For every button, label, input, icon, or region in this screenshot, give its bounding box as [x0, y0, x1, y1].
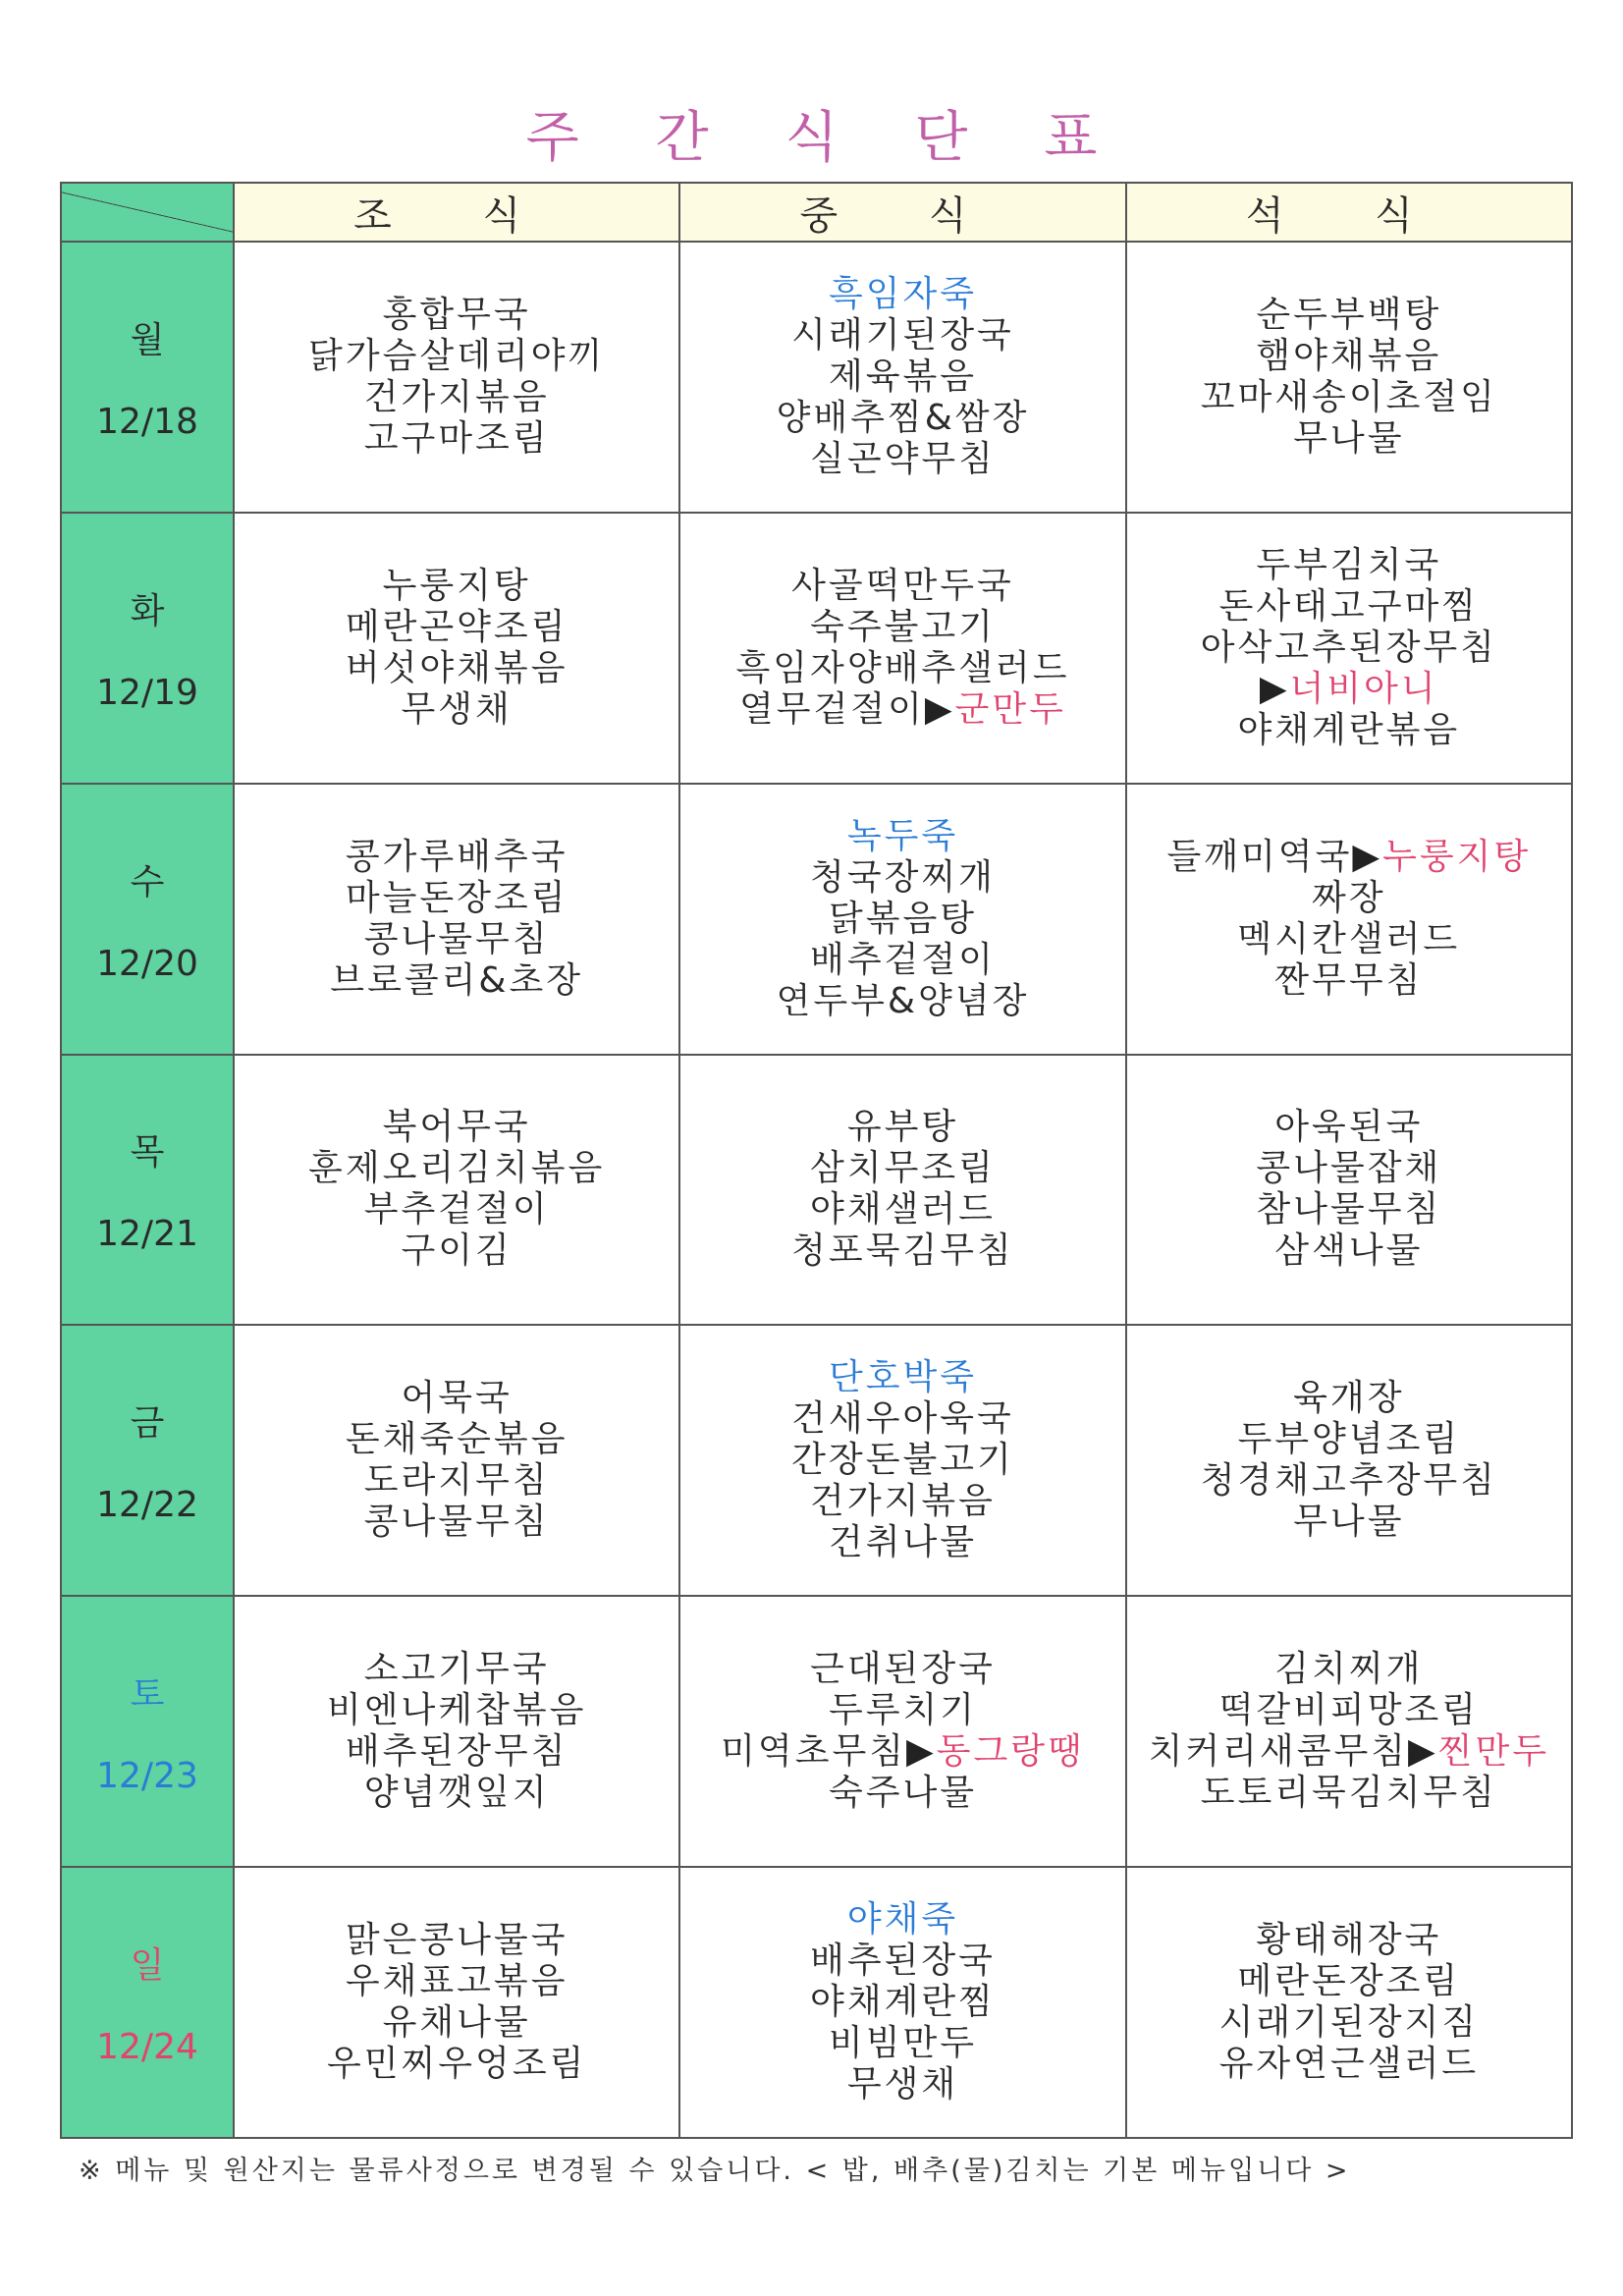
menu-item: [235, 1107, 678, 1148]
menu-item-text: 소고기무국: [363, 1649, 550, 1690]
menu-item-text: 꼬마새송이초절임: [1200, 376, 1497, 417]
menu-item-text: 누룽지탕: [382, 565, 531, 606]
day-name: 월: [130, 319, 165, 360]
dinner-cell: [1126, 1325, 1572, 1596]
menu-item-text: 간장돈불고기: [791, 1440, 1014, 1481]
day-date: 12/24: [96, 2027, 198, 2068]
day-date: 12/22: [96, 1485, 198, 1526]
day-row: [61, 784, 1572, 1055]
menu-item: [680, 857, 1124, 899]
alternate-item-text: 누룽지탕: [1382, 836, 1532, 877]
day-cell: [61, 513, 234, 784]
day-date: 12/18: [96, 401, 198, 442]
day-date: 12/20: [96, 943, 198, 984]
menu-item-text: 우채표고볶음: [345, 1961, 568, 2002]
menu-item-text: 떡갈비피망조림: [1218, 1690, 1480, 1731]
menu-item: [680, 1522, 1124, 1563]
menu-item: [1127, 628, 1571, 669]
menu-item: [235, 960, 678, 1002]
menu-item-text: 무나물: [1293, 1502, 1405, 1543]
menu-item-text: 치커리새콤무침: [1148, 1731, 1409, 1773]
breakfast-cell: [234, 1596, 679, 1867]
menu-item-text: 브로콜리&초장: [330, 959, 584, 1001]
day-row: [61, 513, 1572, 784]
breakfast-cell: [234, 1325, 679, 1596]
day-date: 12/21: [96, 1214, 198, 1255]
menu-item-text: 구이김: [401, 1230, 513, 1272]
menu-item-text: 황태해장국: [1256, 1920, 1442, 1961]
menu-item-text: 두부김치국: [1256, 544, 1442, 585]
lunch-cell: [679, 784, 1125, 1055]
menu-item: [1127, 295, 1571, 336]
menu-item: [680, 1189, 1124, 1230]
menu-item-text: 건취나물: [828, 1522, 978, 1563]
menu-item-text: 무생채: [846, 2064, 959, 2105]
menu-item: [235, 1649, 678, 1690]
menu-item-text: 육개장: [1293, 1378, 1405, 1419]
menu-item-text: 아욱된국: [1274, 1107, 1424, 1148]
menu-item: [1127, 1460, 1571, 1502]
breakfast-cell: [234, 1055, 679, 1326]
menu-item: [235, 1961, 678, 2002]
menu-item-text: 콩나물무침: [363, 918, 550, 959]
menu-item: [235, 295, 678, 336]
menu-item-text: 흑임자죽: [828, 273, 978, 314]
menu-item-text: 배추된장국: [810, 1941, 996, 1982]
day-name: 일: [130, 1945, 165, 1987]
breakfast-cell: [234, 242, 679, 513]
menu-item: [1127, 878, 1571, 919]
menu-item: [235, 1773, 678, 1814]
day-cell: [61, 1867, 234, 2138]
menu-item-text: 돈채죽순볶음: [345, 1419, 568, 1460]
menu-item: [235, 1731, 678, 1773]
menu-item: [680, 1230, 1124, 1272]
menu-item: [680, 315, 1124, 356]
menu-item: [235, 1148, 678, 1189]
menu-item-text: 고구마조림: [363, 417, 550, 459]
menu-item-text: 유자연근샐러드: [1218, 2044, 1480, 2085]
menu-item-text: 돈사태고구마찜: [1218, 585, 1480, 627]
menu-item: [235, 566, 678, 607]
arrow-right-icon: ▶: [906, 1731, 937, 1773]
menu-item: [680, 1481, 1124, 1522]
menu-item-text: 녹두죽: [846, 815, 959, 856]
day-date: 12/23: [96, 1756, 198, 1797]
menu-item-text: 시래기된장국: [791, 314, 1014, 355]
menu-item: [680, 2064, 1124, 2105]
day-date: 12/19: [96, 672, 198, 713]
menu-item: [235, 689, 678, 731]
menu-item-text: 두부양념조림: [1237, 1419, 1461, 1460]
corner-cell: [61, 183, 234, 242]
menu-item: [1127, 1378, 1571, 1419]
alternate-item-text: 너비아니: [1289, 668, 1438, 709]
menu-item: [680, 2023, 1124, 2064]
menu-item-text: 맑은콩나물국: [345, 1920, 568, 1961]
menu-item-text: 메란돈장조림: [1237, 1961, 1461, 2002]
menu-item: [1127, 1419, 1571, 1460]
menu-item-text: 무나물: [1293, 417, 1405, 459]
menu-item: [1127, 960, 1571, 1002]
menu-item-text: 아삭고추된장무침: [1200, 627, 1497, 668]
menu-item: [1127, 336, 1571, 377]
menu-item-text: 도토리묵김치무침: [1200, 1773, 1497, 1814]
menu-item: [1127, 2044, 1571, 2085]
menu-item-text: 배추겉절이: [810, 939, 996, 980]
breakfast-cell: [234, 1867, 679, 2138]
menu-item: [680, 607, 1124, 648]
alternate-item-text: 동그랑땡: [936, 1731, 1085, 1773]
menu-item: [235, 837, 678, 878]
alternate-item-text: 찐만두: [1437, 1731, 1550, 1773]
menu-item-text: 야채죽: [846, 1899, 959, 1941]
menu-item: [1127, 1690, 1571, 1731]
menu-item: [1127, 545, 1571, 586]
menu-item-text: 건가지볶음: [363, 376, 550, 417]
dinner-cell: [1126, 1867, 1572, 2138]
menu-item: [1127, 1189, 1571, 1230]
menu-item-text: 건가지볶음: [810, 1481, 996, 1522]
arrow-right-icon: ▶: [1352, 836, 1383, 877]
menu-item-text: 야채계란볶음: [1237, 709, 1461, 750]
menu-item: [1127, 418, 1571, 460]
day-row: [61, 1325, 1572, 1596]
menu-item-text: 우민찌우엉조림: [326, 2044, 587, 2085]
menu-item: [680, 816, 1124, 857]
menu-item-text: 청국장찌개: [810, 856, 996, 898]
day-cell: [61, 1055, 234, 1326]
menu-item-text: 미역초무침: [721, 1731, 907, 1773]
menu-item-text: 도라지무침: [363, 1460, 550, 1502]
dinner-cell: [1126, 1596, 1572, 1867]
menu-item: [235, 878, 678, 919]
arrow-right-icon: ▶: [1259, 668, 1290, 709]
menu-item: [235, 648, 678, 689]
menu-item-text: 유채나물: [382, 2002, 531, 2044]
lunch-cell: [679, 242, 1125, 513]
lunch-cell: [679, 1596, 1125, 1867]
menu-item: [680, 1899, 1124, 1941]
menu-item-text: 비엔나케찹볶음: [326, 1690, 587, 1731]
header-row: [61, 183, 1572, 242]
day-row: [61, 1055, 1572, 1326]
menu-item-text: 김치찌개: [1274, 1649, 1424, 1690]
menu-item-text: 단호박죽: [828, 1357, 978, 1398]
menu-item: [1127, 1731, 1571, 1773]
menu-item: [680, 689, 1124, 731]
menu-item-text: 삼치무조림: [810, 1148, 996, 1189]
header-breakfast: 조 식: [234, 183, 679, 242]
menu-item-text: 메란곤약조림: [345, 606, 568, 647]
menu-item: [680, 1398, 1124, 1440]
menu-item: [235, 418, 678, 460]
menu-item: [680, 1440, 1124, 1481]
menu-item-text: 실곤약무침: [810, 438, 996, 479]
day-name: 목: [130, 1132, 165, 1174]
menu-item-text: 짜장: [1312, 877, 1386, 918]
menu-item: [1127, 1649, 1571, 1690]
weekly-menu-table: [60, 182, 1573, 2139]
menu-item: [1127, 586, 1571, 628]
menu-item-text: 제육볶음: [828, 355, 978, 397]
menu-item-text: 청경채고추장무침: [1200, 1460, 1497, 1502]
day-row: [61, 1867, 1572, 2138]
menu-item-text: 콩가루배추국: [345, 836, 568, 877]
menu-item-text: 연두부&양념장: [776, 980, 1030, 1021]
menu-item: [680, 1982, 1124, 2023]
day-cell: [61, 1325, 234, 1596]
menu-item: [235, 1920, 678, 1961]
menu-item-text: 홍합무국: [382, 294, 531, 335]
menu-item: [1127, 837, 1571, 878]
menu-item: [235, 1502, 678, 1543]
menu-item: [235, 1230, 678, 1272]
menu-item: [680, 274, 1124, 315]
alternate-item-text: 군만두: [954, 688, 1066, 730]
menu-item-text: 사골떡만두국: [791, 565, 1014, 606]
menu-item: [680, 899, 1124, 940]
menu-item-text: 배추된장무침: [345, 1731, 568, 1773]
menu-item-text: 짠무무침: [1274, 959, 1424, 1001]
menu-item: [1127, 710, 1571, 751]
menu-item-text: 닭볶음탕: [828, 898, 978, 939]
page-title: 주 간 식 단 표: [525, 106, 1127, 170]
menu-item: [1127, 2002, 1571, 2044]
day-cell: [61, 242, 234, 513]
menu-item-text: 무생채: [401, 688, 513, 730]
menu-item: [1127, 1107, 1571, 1148]
menu-item-text: 시래기된장지짐: [1218, 2002, 1480, 2044]
arrow-right-icon: ▶: [924, 688, 955, 730]
breakfast-cell: [234, 784, 679, 1055]
menu-item: [680, 566, 1124, 607]
menu-item: [235, 336, 678, 377]
menu-item: [1127, 1230, 1571, 1272]
breakfast-cell: [234, 513, 679, 784]
menu-item-text: 숙주불고기: [810, 606, 996, 647]
dinner-cell: [1126, 242, 1572, 513]
menu-item-text: 삼색나물: [1274, 1230, 1424, 1272]
arrow-right-icon: ▶: [1408, 1731, 1438, 1773]
menu-item: [235, 1460, 678, 1502]
day-cell: [61, 1596, 234, 1867]
menu-item: [680, 439, 1124, 480]
header-dinner: 석 식: [1126, 183, 1572, 242]
menu-item: [680, 940, 1124, 981]
menu-item: [680, 1941, 1124, 1982]
day-name: 금: [130, 1403, 165, 1445]
menu-item-text: 북어무국: [382, 1107, 531, 1148]
menu-item-text: 훈제오리김치볶음: [308, 1148, 606, 1189]
menu-item-text: 들깨미역국: [1166, 836, 1353, 877]
menu-item: [680, 1107, 1124, 1148]
menu-item-text: 숙주나물: [828, 1773, 978, 1814]
menu-item-text: 근대된장국: [810, 1649, 996, 1690]
day-name: 화: [130, 590, 165, 631]
day-row: [61, 242, 1572, 513]
menu-item-text: 참나물무침: [1256, 1189, 1442, 1230]
menu-item: [1127, 1920, 1571, 1961]
menu-item-text: 콩나물잡채: [1256, 1148, 1442, 1189]
menu-item: [1127, 377, 1571, 418]
menu-item: [680, 1649, 1124, 1690]
menu-item: [1127, 669, 1571, 710]
menu-item-text: 마늘돈장조림: [345, 877, 568, 918]
menu-item: [1127, 1773, 1571, 1814]
menu-item-text: 양배추찜&쌈장: [776, 397, 1030, 438]
day-name: 토: [130, 1674, 165, 1716]
lunch-cell: [679, 513, 1125, 784]
menu-item: [235, 377, 678, 418]
menu-item-text: 햄야채볶음: [1256, 335, 1442, 376]
menu-item: [1127, 1961, 1571, 2002]
menu-item: [235, 1419, 678, 1460]
menu-item-text: 흑임자양배추샐러드: [735, 647, 1070, 688]
menu-item: [235, 1378, 678, 1419]
menu-item: [235, 607, 678, 648]
menu-item-text: 순두부백탕: [1256, 294, 1442, 335]
menu-item-text: 두루치기: [828, 1690, 978, 1731]
menu-item: [1127, 919, 1571, 960]
menu-item: [235, 1690, 678, 1731]
menu-item-text: 야채계란찜: [810, 1982, 996, 2023]
menu-item: [680, 1690, 1124, 1731]
menu-item-text: 열무겉절이: [739, 688, 925, 730]
menu-item-text: 건새우아욱국: [791, 1398, 1014, 1440]
menu-item: [680, 981, 1124, 1022]
menu-item: [1127, 1502, 1571, 1543]
lunch-cell: [679, 1055, 1125, 1326]
day-name: 수: [130, 861, 165, 902]
menu-item-text: 청포묵김무침: [791, 1230, 1014, 1272]
menu-item-text: 버섯야채볶음: [345, 647, 568, 688]
menu-item-text: 유부탕: [846, 1107, 959, 1148]
lunch-cell: [679, 1867, 1125, 2138]
menu-item: [680, 1731, 1124, 1773]
day-row: [61, 1596, 1572, 1867]
lunch-cell: [679, 1325, 1125, 1596]
menu-item: [680, 648, 1124, 689]
menu-item-text: 부추겉절이: [363, 1189, 550, 1230]
dinner-cell: [1126, 784, 1572, 1055]
menu-item-text: 콩나물무침: [363, 1502, 550, 1543]
menu-item: [1127, 1148, 1571, 1189]
menu-item: [680, 356, 1124, 398]
menu-item-text: 야채샐러드: [810, 1189, 996, 1230]
menu-item: [235, 1189, 678, 1230]
day-cell: [61, 784, 234, 1055]
menu-item: [680, 398, 1124, 439]
dinner-cell: [1126, 513, 1572, 784]
menu-item-text: 비빔만두: [828, 2023, 978, 2064]
menu-item: [235, 2002, 678, 2044]
footer-note: ※ 메뉴 및 원산지는 물류사정으로 변경될 수 있습니다. < 밥, 배추(물)김치는 기본 메뉴입니다 >: [79, 2156, 1351, 2186]
menu-item: [680, 1148, 1124, 1189]
menu-item-text: 닭가슴살데리야끼: [308, 335, 606, 376]
menu-item: [680, 1357, 1124, 1398]
menu-item-text: 양념깻잎지: [363, 1773, 550, 1814]
menu-item-text: 멕시칸샐러드: [1237, 918, 1461, 959]
menu-item-text: 어묵국: [401, 1378, 513, 1419]
menu-item: [235, 919, 678, 960]
menu-body: [61, 242, 1572, 2138]
menu-item: [680, 1773, 1124, 1814]
menu-item: [235, 2044, 678, 2085]
dinner-cell: [1126, 1055, 1572, 1326]
header-lunch: 중 식: [679, 183, 1125, 242]
